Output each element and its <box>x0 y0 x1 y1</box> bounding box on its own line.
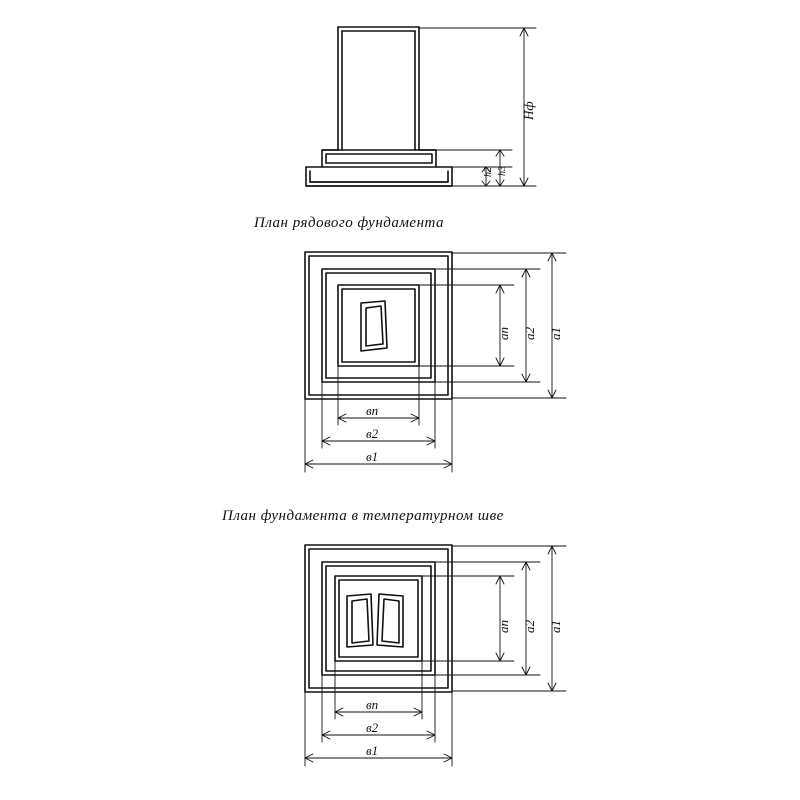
plan1-dim-b2: в2 <box>366 426 379 441</box>
plan2-dim-an: ап <box>496 620 511 633</box>
plan1-dim-bn: вп <box>366 403 379 418</box>
plan2-dim-b1: в1 <box>366 743 379 758</box>
caption-plan-expansion: План фундамента в температурном шве <box>222 508 504 524</box>
elevation-dim-hf: Нф <box>521 101 536 120</box>
elevation-dim-h3: h3 <box>497 166 508 176</box>
plan1-dim-b1: в1 <box>366 449 379 464</box>
plan2-dim-bn: вп <box>366 697 379 712</box>
plan-expansion-view <box>305 545 566 766</box>
plan2-dim-a1: а1 <box>548 620 563 633</box>
plan1-dim-an: ап <box>496 327 511 340</box>
plan2-dim-b2: в2 <box>366 720 379 735</box>
plan2-dim-a2: а2 <box>522 620 537 633</box>
plan1-dim-a2: а2 <box>522 327 537 340</box>
plan1-dim-a1: а1 <box>548 327 563 340</box>
elevation-dim-h2: h2 <box>483 167 494 177</box>
caption-plan-ordinary: План рядового фундамента <box>254 215 445 231</box>
elevation-view <box>306 27 536 186</box>
plan-ordinary-view <box>305 252 566 472</box>
